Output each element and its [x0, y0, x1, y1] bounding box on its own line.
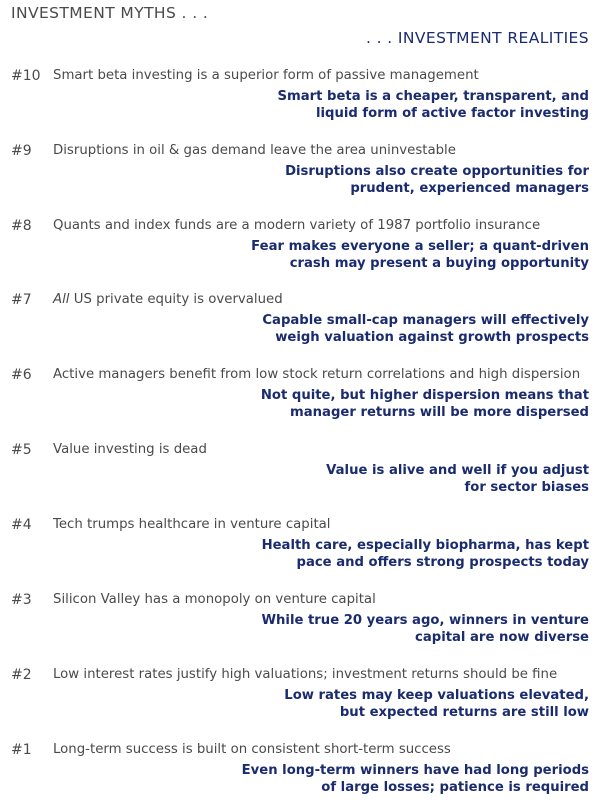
myth-item — [0, 218, 601, 288]
reality-line: Health care, especially biopharma, has kept — [261, 538, 589, 553]
myth-number: #7 — [11, 292, 32, 308]
myth-text — [53, 667, 557, 682]
reality-line: Value is alive and well if you adjust — [326, 463, 589, 478]
reality-line: for sector biases — [464, 479, 589, 495]
myth-text-body: Value investing is dead — [53, 442, 207, 457]
myth-number: #2 — [11, 667, 32, 683]
reality-text — [169, 613, 589, 646]
myth-item — [0, 143, 601, 213]
reality-text — [169, 763, 589, 796]
reality-line: weigh valuation against growth prospects — [275, 329, 589, 345]
myth-emphasis: All — [53, 292, 70, 307]
reality-text — [169, 463, 589, 496]
myth-item — [0, 592, 601, 662]
myth-text — [53, 517, 331, 532]
myth-item — [0, 367, 601, 437]
myth-text-body: Long-term success is built on consistent short-term success — [53, 742, 451, 757]
myth-text — [53, 442, 207, 457]
myth-text — [53, 68, 479, 83]
myths-title: INVESTMENT MYTHS . . . — [11, 4, 209, 22]
reality-text — [169, 313, 589, 346]
reality-line: Low rates may keep valuations elevated, — [284, 688, 589, 703]
reality-line: liquid form of active factor investing — [316, 105, 589, 121]
myth-text — [53, 592, 376, 607]
myth-item — [0, 667, 601, 737]
reality-line: Even long-term winners have had long periods — [241, 763, 589, 778]
myth-text — [53, 143, 456, 158]
myth-text — [53, 742, 451, 757]
reality-line: pace and offers strong prospects today — [296, 554, 589, 570]
myth-number: #6 — [11, 367, 32, 383]
reality-line: of large losses; patience is required — [321, 779, 589, 795]
reality-line: Not quite, but higher dispersion means that — [260, 388, 589, 403]
myth-number: #8 — [11, 218, 32, 234]
myth-item — [0, 442, 601, 512]
myth-number: #9 — [11, 143, 32, 159]
myth-text-body: Quants and index funds are a modern variety of 1987 portfolio insurance — [53, 218, 541, 233]
myth-text-body: Active managers benefit from low stock return correlations and high dispersion — [53, 367, 581, 382]
reality-text — [169, 239, 589, 272]
myth-number: #4 — [11, 517, 32, 533]
myth-number: #10 — [11, 68, 41, 84]
myth-number: #1 — [11, 742, 32, 758]
reality-line: Disruptions also create opportunities for — [285, 164, 589, 179]
myth-number: #3 — [11, 592, 32, 608]
myth-text-body: US private equity is overvalued — [69, 292, 283, 307]
reality-text — [169, 688, 589, 721]
myth-text — [53, 367, 580, 382]
reality-line: Smart beta is a cheaper, transparent, and — [277, 89, 589, 104]
reality-text — [169, 538, 589, 571]
realities-title: . . . INVESTMENT REALITIES — [365, 29, 589, 47]
reality-line: While true 20 years ago, winners in venture — [261, 613, 589, 628]
myth-item — [0, 292, 601, 362]
myth-item — [0, 742, 601, 812]
reality-line: crash may present a buying opportunity — [289, 255, 589, 271]
reality-text — [169, 388, 589, 421]
myth-text-body: Disruptions in oil & gas demand leave the area uninvestable — [53, 143, 456, 158]
reality-line: manager returns will be more dispersed — [290, 404, 589, 420]
myth-item — [0, 68, 601, 138]
myth-item — [0, 517, 601, 587]
myth-text-body: Silicon Valley has a monopoly on venture capital — [53, 592, 376, 607]
myth-text-body: Smart beta investing is a superior form of passive management — [53, 68, 479, 83]
myth-text-body: Low interest rates justify high valuations; investment returns should be fine — [53, 667, 558, 682]
myth-text — [53, 218, 540, 233]
reality-line: prudent, experienced managers — [350, 180, 589, 196]
reality-text — [169, 89, 589, 122]
reality-line: Fear makes everyone a seller; a quant-driven — [251, 239, 589, 254]
myth-text-body: Tech trumps healthcare in venture capital — [53, 517, 331, 532]
reality-line: Capable small-cap managers will effectively — [262, 313, 589, 328]
myth-text — [53, 292, 283, 307]
reality-line: but expected returns are still low — [339, 704, 589, 720]
reality-line: capital are now diverse — [415, 629, 589, 645]
myth-number: #5 — [11, 442, 32, 458]
reality-text — [169, 164, 589, 197]
